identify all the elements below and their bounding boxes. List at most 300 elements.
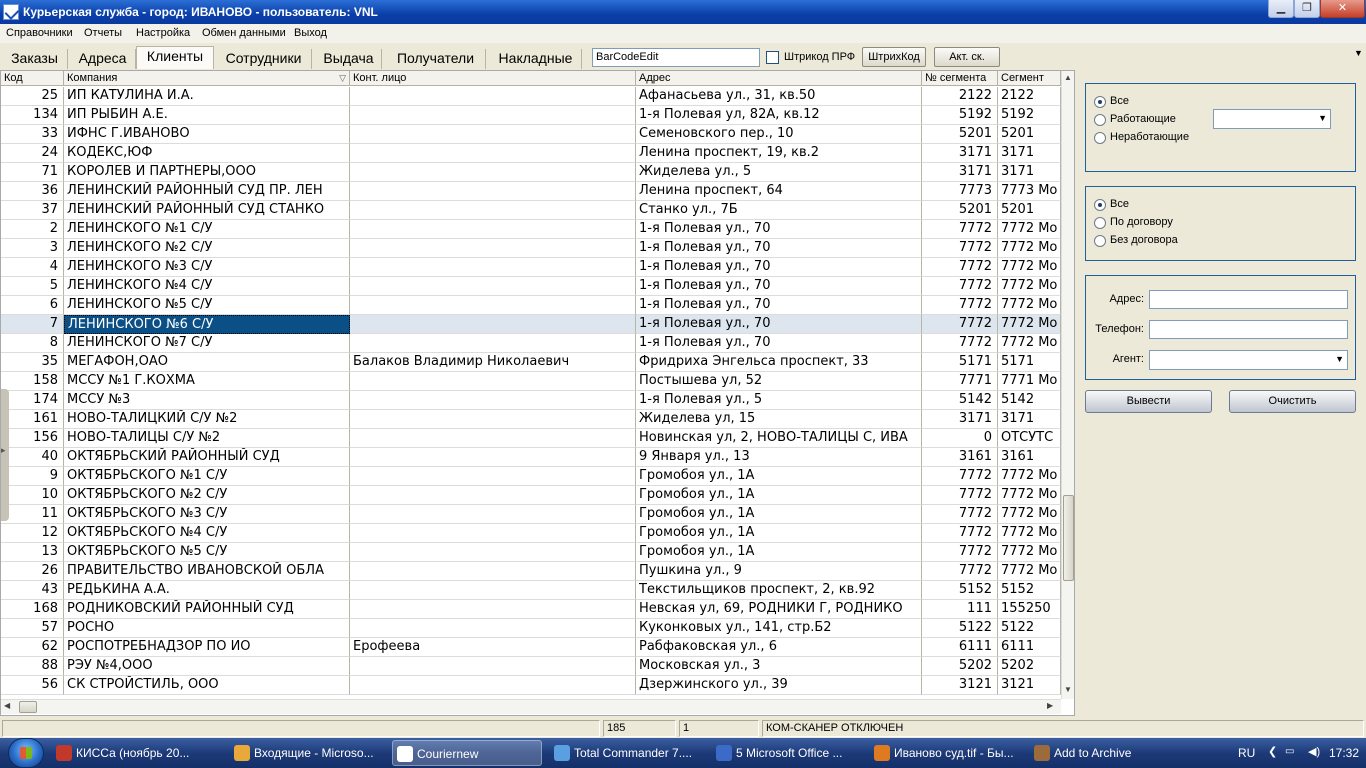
cell-address[interactable]: 1-я Полевая ул., 70 <box>636 315 922 334</box>
cell-segment[interactable]: 5192 <box>998 106 1061 125</box>
cell-segment-number[interactable]: 7772 <box>922 315 998 334</box>
column-header-segment-number[interactable]: № сегмента <box>922 71 998 86</box>
cell-segment-number[interactable]: 3121 <box>922 676 998 695</box>
cell-company[interactable]: ИП РЫБИН А.Е. <box>64 106 350 125</box>
cell-code[interactable]: 2 <box>1 220 64 239</box>
tab-employees[interactable]: Сотрудники <box>216 49 312 69</box>
column-header-contact[interactable]: Конт. лицо <box>350 71 636 86</box>
cell-company[interactable]: ЛЕНИНСКИЙ РАЙОННЫЙ СУД ПР. ЛЕН <box>64 182 350 201</box>
cell-address[interactable]: Московская ул., 3 <box>636 657 922 676</box>
cell-address[interactable]: Рабфаковская ул., 6 <box>636 638 922 657</box>
taskbar-item-label: Иваново суд.tif - Бы... <box>894 746 1014 760</box>
cell-contact[interactable] <box>350 467 636 486</box>
cell-contact[interactable] <box>350 429 636 448</box>
clear-button[interactable]: Очистить <box>1229 390 1356 413</box>
cell-contact[interactable] <box>350 657 636 676</box>
cell-address[interactable]: 1-я Полевая ул., 70 <box>636 239 922 258</box>
table-row[interactable] <box>1 657 1061 676</box>
cell-address[interactable]: Новинская ул, 2, НОВО-ТАЛИЦЫ С, ИВА <box>636 429 922 448</box>
cell-company[interactable]: ЛЕНИНСКИЙ РАЙОННЫЙ СУД СТАНКО <box>64 201 350 220</box>
cell-segment[interactable]: 7772 Мо <box>998 505 1061 524</box>
cell-contact[interactable] <box>350 505 636 524</box>
cell-segment-number[interactable]: 3171 <box>922 144 998 163</box>
barcode-prf-label: Штрикод ПРФ <box>784 51 856 63</box>
cell-segment-number[interactable]: 5201 <box>922 201 998 220</box>
cell-segment[interactable]: 3171 <box>998 410 1061 429</box>
status-all-radio[interactable] <box>1094 96 1106 108</box>
cell-company[interactable]: КОРОЛЕВ И ПАРТНЕРЫ,ООО <box>64 163 350 182</box>
cell-code[interactable]: 3 <box>1 239 64 258</box>
cell-code[interactable]: 8 <box>1 334 64 353</box>
table-row[interactable] <box>1 315 1061 334</box>
table-row[interactable] <box>1 505 1061 524</box>
splitter-handle[interactable] <box>1 389 9 521</box>
cell-contact[interactable] <box>350 220 636 239</box>
address-input[interactable] <box>1149 290 1348 309</box>
cell-company[interactable]: ИП КАТУЛИНА И.А. <box>64 87 350 106</box>
cell-segment-number[interactable]: 5171 <box>922 353 998 372</box>
maximize-button[interactable]: ❐ <box>1294 0 1320 18</box>
table-row[interactable] <box>1 239 1061 258</box>
cell-contact[interactable] <box>350 543 636 562</box>
cell-segment[interactable]: 7772 Мо <box>998 467 1061 486</box>
taskbar-item-inbox[interactable] <box>230 740 382 766</box>
cell-address[interactable]: 1-я Полевая ул., 70 <box>636 296 922 315</box>
cell-code[interactable]: 134 <box>1 106 64 125</box>
cell-segment[interactable]: 7772 Мо <box>998 258 1061 277</box>
contract-yes-radio[interactable] <box>1094 217 1106 229</box>
cell-segment[interactable]: 7772 Мо <box>998 296 1061 315</box>
menu-otchety[interactable]: Отчеты <box>84 27 123 39</box>
cell-company[interactable]: МССУ №1 Г.КОХМА <box>64 372 350 391</box>
table-row[interactable] <box>1 619 1061 638</box>
table-row[interactable] <box>1 144 1061 163</box>
cell-address[interactable]: 1-я Полевая ул., 70 <box>636 220 922 239</box>
cell-address[interactable]: Громобоя ул., 1А <box>636 467 922 486</box>
cell-address[interactable]: Пушкина ул., 9 <box>636 562 922 581</box>
cell-segment-number[interactable]: 7772 <box>922 296 998 315</box>
cell-segment[interactable]: 5171 <box>998 353 1061 372</box>
cell-company[interactable]: ЛЕНИНСКОГО №3 С/У <box>64 258 350 277</box>
cell-contact[interactable] <box>350 258 636 277</box>
status-notworking-radio[interactable] <box>1094 132 1106 144</box>
cell-segment[interactable]: 5201 <box>998 201 1061 220</box>
table-row[interactable] <box>1 220 1061 239</box>
cell-contact[interactable] <box>350 296 636 315</box>
table-row[interactable] <box>1 429 1061 448</box>
agent-combo[interactable] <box>1149 350 1348 370</box>
cell-contact[interactable] <box>350 239 636 258</box>
table-row[interactable] <box>1 676 1061 695</box>
cell-address[interactable]: Громобоя ул., 1А <box>636 486 922 505</box>
cell-segment[interactable]: 5142 <box>998 391 1061 410</box>
cell-segment-number[interactable]: 7772 <box>922 562 998 581</box>
cell-segment-number[interactable]: 7772 <box>922 543 998 562</box>
cell-company[interactable]: ОКТЯБРЬСКОГО №4 С/У <box>64 524 350 543</box>
cell-contact[interactable] <box>350 486 636 505</box>
table-row[interactable] <box>1 600 1061 619</box>
cell-address[interactable]: 1-я Полевая ул, 82А, кв.12 <box>636 106 922 125</box>
cell-segment-number[interactable]: 7772 <box>922 277 998 296</box>
cell-company[interactable]: РЭУ №4,ООО <box>64 657 350 676</box>
cell-contact[interactable] <box>350 315 636 334</box>
status-combo[interactable] <box>1213 109 1331 129</box>
cell-address[interactable]: Жиделева ул., 5 <box>636 163 922 182</box>
cell-code[interactable]: 10 <box>1 486 64 505</box>
table-row[interactable] <box>1 163 1061 182</box>
cell-code[interactable]: 24 <box>1 144 64 163</box>
cell-segment-number[interactable]: 111 <box>922 600 998 619</box>
cell-contact[interactable] <box>350 182 636 201</box>
cell-code[interactable]: 26 <box>1 562 64 581</box>
cell-company[interactable]: КОДЕКС,ЮФ <box>64 144 350 163</box>
taskbar-item-couriernew[interactable] <box>392 740 542 766</box>
table-row[interactable] <box>1 524 1061 543</box>
start-button[interactable] <box>8 738 44 768</box>
cell-contact[interactable] <box>350 524 636 543</box>
cell-address[interactable]: Громобоя ул., 1А <box>636 505 922 524</box>
cell-segment-number[interactable]: 3171 <box>922 163 998 182</box>
cell-segment[interactable]: 7771 Мо <box>998 372 1061 391</box>
taskbar-item-ms-office[interactable] <box>712 740 864 766</box>
minimize-button[interactable]: ▁ <box>1268 0 1294 18</box>
cell-company[interactable]: РЕДЬКИНА А.А. <box>64 581 350 600</box>
cell-segment[interactable]: 155250 <box>998 600 1061 619</box>
cell-company[interactable]: РОДНИКОВСКИЙ РАЙОННЫЙ СУД <box>64 600 350 619</box>
tab-clients[interactable]: Клиенты <box>136 46 214 69</box>
cell-segment[interactable]: 5152 <box>998 581 1061 600</box>
table-row[interactable] <box>1 277 1061 296</box>
table-row[interactable] <box>1 448 1061 467</box>
cell-contact[interactable] <box>350 562 636 581</box>
table-row[interactable] <box>1 296 1061 315</box>
cell-company[interactable]: ПРАВИТЕЛЬСТВО ИВАНОВСКОЙ ОБЛА <box>64 562 350 581</box>
cell-code[interactable]: 156 <box>1 429 64 448</box>
cell-contact[interactable] <box>350 372 636 391</box>
cell-company[interactable]: ОКТЯБРЬСКОГО №2 С/У <box>64 486 350 505</box>
cell-company[interactable]: ЛЕНИНСКОГО №1 С/У <box>64 220 350 239</box>
table-row[interactable] <box>1 353 1061 372</box>
horizontal-scrollbar[interactable] <box>1 699 1061 714</box>
table-row[interactable] <box>1 125 1061 144</box>
cell-company[interactable]: НОВО-ТАЛИЦКИЙ С/У №2 <box>64 410 350 429</box>
contract-no-radio[interactable] <box>1094 235 1106 247</box>
cell-address[interactable]: 1-я Полевая ул., 70 <box>636 258 922 277</box>
cell-segment-number[interactable]: 6111 <box>922 638 998 657</box>
cell-company[interactable]: ЛЕНИНСКОГО №7 С/У <box>64 334 350 353</box>
table-row[interactable] <box>1 182 1061 201</box>
cell-segment-number[interactable]: 7772 <box>922 220 998 239</box>
cell-segment[interactable]: 7772 Мо <box>998 562 1061 581</box>
clock[interactable]: 17:32 <box>1329 746 1360 760</box>
cell-address[interactable]: 1-я Полевая ул., 5 <box>636 391 922 410</box>
cell-contact[interactable] <box>350 410 636 429</box>
cell-segment-number[interactable]: 7772 <box>922 505 998 524</box>
cell-code[interactable]: 88 <box>1 657 64 676</box>
table-row[interactable] <box>1 391 1061 410</box>
column-header-segment[interactable]: Сегмент <box>998 71 1061 86</box>
app-icon <box>874 745 890 761</box>
cell-address[interactable]: 1-я Полевая ул., 70 <box>636 277 922 296</box>
cell-address[interactable]: Ленина проспект, 19, кв.2 <box>636 144 922 163</box>
cell-code[interactable]: 9 <box>1 467 64 486</box>
cell-segment[interactable]: 3171 <box>998 144 1061 163</box>
cell-contact[interactable] <box>350 600 636 619</box>
cell-segment[interactable]: 5202 <box>998 657 1061 676</box>
tab-strip <box>0 44 1366 69</box>
cell-code[interactable]: 174 <box>1 391 64 410</box>
cell-address[interactable]: Жиделева ул, 15 <box>636 410 922 429</box>
cell-contact[interactable] <box>350 676 636 695</box>
cell-address[interactable]: 9 Января ул., 13 <box>636 448 922 467</box>
tab-addresses[interactable]: Адреса <box>70 49 136 69</box>
cell-code[interactable]: 161 <box>1 410 64 429</box>
cell-company[interactable]: РОСПОТРЕБНАДЗОР ПО ИО <box>64 638 350 657</box>
table-row[interactable] <box>1 410 1061 429</box>
menu-spravochniki[interactable]: Справочники <box>6 27 73 39</box>
cell-segment-number[interactable]: 5201 <box>922 125 998 144</box>
tab-waybills[interactable]: Накладные <box>490 49 582 69</box>
tab-issue[interactable]: Выдача <box>316 49 382 69</box>
table-row[interactable] <box>1 467 1061 486</box>
cell-code[interactable]: 71 <box>1 163 64 182</box>
cell-company[interactable]: ЛЕНИНСКОГО №2 С/У <box>64 239 350 258</box>
cell-code[interactable]: 168 <box>1 600 64 619</box>
cell-segment-number[interactable]: 5122 <box>922 619 998 638</box>
cell-segment[interactable]: 3171 <box>998 163 1061 182</box>
network-icon[interactable]: ▭ <box>1285 746 1295 757</box>
cell-code[interactable]: 56 <box>1 676 64 695</box>
taskbar-item-label: КИССа (ноябрь 20... <box>76 746 190 760</box>
status-working-radio[interactable] <box>1094 114 1106 126</box>
table-row[interactable] <box>1 87 1061 106</box>
cell-segment[interactable]: 7772 Мо <box>998 239 1061 258</box>
cell-segment-number[interactable]: 7772 <box>922 524 998 543</box>
tab-recipients[interactable]: Получатели <box>386 49 486 69</box>
cell-address[interactable]: Семеновского пер., 10 <box>636 125 922 144</box>
cell-code[interactable]: 36 <box>1 182 64 201</box>
agent-label: Агент: <box>1112 353 1144 365</box>
phone-input[interactable] <box>1149 320 1348 339</box>
column-header-code[interactable]: Код <box>1 71 64 86</box>
cell-code[interactable]: 4 <box>1 258 64 277</box>
table-row[interactable] <box>1 258 1061 277</box>
cell-address[interactable]: Фридриха Энгельса проспект, 33 <box>636 353 922 372</box>
cell-company[interactable]: ОКТЯБРЬСКОГО №5 С/У <box>64 543 350 562</box>
table-row[interactable] <box>1 581 1061 600</box>
cell-address[interactable]: Куконковых ул., 141, стр.Б2 <box>636 619 922 638</box>
column-header-company-label: Компания <box>67 72 118 84</box>
cell-company[interactable]: ОКТЯБРЬСКОГО №1 С/У <box>64 467 350 486</box>
cell-code[interactable]: 13 <box>1 543 64 562</box>
cell-segment[interactable]: 3161 <box>998 448 1061 467</box>
cell-address[interactable]: Дзержинского ул., 39 <box>636 676 922 695</box>
cell-segment-number[interactable]: 2122 <box>922 87 998 106</box>
cell-code[interactable]: 6 <box>1 296 64 315</box>
cell-segment-number[interactable]: 7772 <box>922 334 998 353</box>
barcode-button[interactable]: ШтрихКод <box>862 47 926 67</box>
menu-obmen-dannymi[interactable]: Обмен данными <box>202 27 286 39</box>
cell-contact[interactable] <box>350 106 636 125</box>
cell-address[interactable]: Станко ул., 7Б <box>636 201 922 220</box>
cell-address[interactable]: Постышева ул, 52 <box>636 372 922 391</box>
cell-segment[interactable]: 7772 Мо <box>998 334 1061 353</box>
cell-company[interactable]: ОКТЯБРЬСКИЙ РАЙОННЫЙ СУД <box>64 448 350 467</box>
cell-segment[interactable]: 6111 <box>998 638 1061 657</box>
cell-code[interactable]: 43 <box>1 581 64 600</box>
cell-contact[interactable] <box>350 87 636 106</box>
chevron-down-icon: ▼ <box>1318 113 1327 123</box>
cell-address[interactable]: Ленина проспект, 64 <box>636 182 922 201</box>
tab-orders[interactable]: Заказы <box>2 49 68 69</box>
cell-segment[interactable]: 3121 <box>998 676 1061 695</box>
cell-segment[interactable]: 7773 Мо <box>998 182 1061 201</box>
cell-company[interactable]: МЕГАФОН,ОАО <box>64 353 350 372</box>
cell-segment[interactable]: 2122 <box>998 87 1061 106</box>
table-row[interactable] <box>1 543 1061 562</box>
status-panel-count: 185 <box>603 720 676 737</box>
cell-segment-number[interactable]: 5192 <box>922 106 998 125</box>
cell-contact[interactable] <box>350 581 636 600</box>
cell-company[interactable]: СК СТРОЙСТИЛЬ, ООО <box>64 676 350 695</box>
menu-nastroyka[interactable]: Настройка <box>136 27 191 39</box>
cell-segment-number[interactable]: 5142 <box>922 391 998 410</box>
cell-address[interactable]: Афанасьева ул., 31, кв.50 <box>636 87 922 106</box>
cell-contact[interactable] <box>350 201 636 220</box>
cell-code[interactable]: 62 <box>1 638 64 657</box>
cell-company[interactable]: РОСНО <box>64 619 350 638</box>
cell-segment[interactable]: 7772 Мо <box>998 543 1061 562</box>
scroll-left-icon[interactable]: ◀ <box>4 701 11 710</box>
cell-code[interactable]: 33 <box>1 125 64 144</box>
cell-segment[interactable]: 7772 Мо <box>998 524 1061 543</box>
table-row[interactable] <box>1 106 1061 125</box>
cell-segment-number[interactable]: 0 <box>922 429 998 448</box>
cell-segment[interactable]: 5201 <box>998 125 1061 144</box>
table-row[interactable] <box>1 486 1061 505</box>
cell-segment-number[interactable]: 7772 <box>922 486 998 505</box>
cell-segment[interactable]: 7772 Мо <box>998 486 1061 505</box>
cell-contact[interactable]: Ерофеева <box>350 638 636 657</box>
cell-company[interactable]: ЛЕНИНСКОГО №6 С/У <box>64 315 350 334</box>
scroll-down-icon[interactable]: ▼ <box>1064 685 1072 694</box>
cell-company[interactable]: ОКТЯБРЬСКОГО №3 С/У <box>64 505 350 524</box>
cell-code[interactable]: 5 <box>1 277 64 296</box>
table-row[interactable] <box>1 372 1061 391</box>
cell-segment-number[interactable]: 7772 <box>922 258 998 277</box>
cell-company[interactable]: ЛЕНИНСКОГО №4 С/У <box>64 277 350 296</box>
menu-vykhod[interactable]: Выход <box>294 27 327 39</box>
column-header-company[interactable] <box>64 71 350 86</box>
table-row[interactable] <box>1 638 1061 657</box>
cell-code[interactable]: 12 <box>1 524 64 543</box>
cell-contact[interactable] <box>350 277 636 296</box>
cell-contact[interactable] <box>350 125 636 144</box>
cell-segment[interactable]: 7772 Мо <box>998 315 1061 334</box>
cell-segment-number[interactable]: 7773 <box>922 182 998 201</box>
contract-all-label: Все <box>1110 198 1129 210</box>
akt-sk-button[interactable]: Акт. ск. <box>934 47 1000 67</box>
cell-contact[interactable]: Балаков Владимир Николаевич <box>350 353 636 372</box>
cell-segment-number[interactable]: 3171 <box>922 410 998 429</box>
taskbar-item-total-commander[interactable] <box>550 740 702 766</box>
cell-segment-number[interactable]: 3161 <box>922 448 998 467</box>
cell-contact[interactable] <box>350 448 636 467</box>
cell-company[interactable]: МССУ №3 <box>64 391 350 410</box>
taskbar <box>0 738 1366 768</box>
cell-code[interactable]: 35 <box>1 353 64 372</box>
barcode-input[interactable]: BarCodeEdit <box>592 48 760 67</box>
taskbar-item-kissa[interactable] <box>52 740 220 766</box>
vertical-scroll-thumb[interactable] <box>1063 495 1074 581</box>
cell-contact[interactable] <box>350 334 636 353</box>
cell-segment-number[interactable]: 5152 <box>922 581 998 600</box>
taskbar-item-label: Add to Archive <box>1054 746 1132 760</box>
cell-contact[interactable] <box>350 144 636 163</box>
cell-segment-number[interactable]: 5202 <box>922 657 998 676</box>
table-row[interactable] <box>1 201 1061 220</box>
volume-icon[interactable]: ◀) <box>1308 746 1321 758</box>
contract-all-radio[interactable] <box>1094 199 1106 211</box>
cell-contact[interactable] <box>350 391 636 410</box>
column-header-address[interactable]: Адрес <box>636 71 922 86</box>
cell-address[interactable]: Громобоя ул., 1А <box>636 543 922 562</box>
cell-segment-number[interactable]: 7772 <box>922 467 998 486</box>
cell-code[interactable]: 158 <box>1 372 64 391</box>
window-title: Курьерская служба - город: ИВАНОВО - пользователь: VNL <box>23 5 378 19</box>
cell-segment[interactable]: 7772 Мо <box>998 277 1061 296</box>
cell-code[interactable]: 11 <box>1 505 64 524</box>
barcode-prf-checkbox[interactable] <box>766 51 779 64</box>
taskbar-item-ivanovo-tif[interactable] <box>870 740 1022 766</box>
horizontal-scroll-thumb[interactable] <box>19 701 37 713</box>
status-panel-position: 1 <box>679 720 759 737</box>
cell-code[interactable]: 25 <box>1 87 64 106</box>
cell-address[interactable]: Громобоя ул., 1А <box>636 524 922 543</box>
close-button[interactable]: ✕ <box>1320 0 1365 18</box>
cell-code[interactable]: 57 <box>1 619 64 638</box>
taskbar-item-add-to-archive[interactable] <box>1030 740 1140 766</box>
tray-expand-icon[interactable]: ❮ <box>1268 746 1278 758</box>
cell-company[interactable]: ЛЕНИНСКОГО №5 С/У <box>64 296 350 315</box>
cell-segment-number[interactable]: 7771 <box>922 372 998 391</box>
cell-contact[interactable] <box>350 163 636 182</box>
vertical-scrollbar[interactable] <box>1061 71 1074 699</box>
scroll-up-icon[interactable]: ▲ <box>1064 73 1072 82</box>
cell-segment-number[interactable]: 7772 <box>922 239 998 258</box>
toolbar-dropdown-icon[interactable]: ▼ <box>1354 48 1363 58</box>
table-row[interactable] <box>1 334 1061 353</box>
cell-code[interactable]: 37 <box>1 201 64 220</box>
cell-address[interactable]: Текстильщиков проспект, 2, кв.92 <box>636 581 922 600</box>
cell-company[interactable]: ИФНС Г.ИВАНОВО <box>64 125 350 144</box>
app-icon <box>56 745 72 761</box>
cell-company[interactable]: НОВО-ТАЛИЦЫ С/У №2 <box>64 429 350 448</box>
table-row[interactable] <box>1 562 1061 581</box>
cell-segment[interactable]: 5122 <box>998 619 1061 638</box>
language-indicator[interactable]: RU <box>1238 746 1256 760</box>
cell-address[interactable]: 1-я Полевая ул., 70 <box>636 334 922 353</box>
cell-segment[interactable]: 7772 Мо <box>998 220 1061 239</box>
app-icon <box>554 745 570 761</box>
scroll-right-icon[interactable]: ▶ <box>1047 701 1054 710</box>
cell-address[interactable]: Невская ул, 69, РОДНИКИ Г, РОДНИКО <box>636 600 922 619</box>
cell-segment[interactable]: ОТСУТС <box>998 429 1061 448</box>
cell-code[interactable]: 40 <box>1 448 64 467</box>
show-button[interactable]: Вывести <box>1085 390 1212 413</box>
cell-code[interactable]: 7 <box>1 315 64 334</box>
cell-contact[interactable] <box>350 619 636 638</box>
